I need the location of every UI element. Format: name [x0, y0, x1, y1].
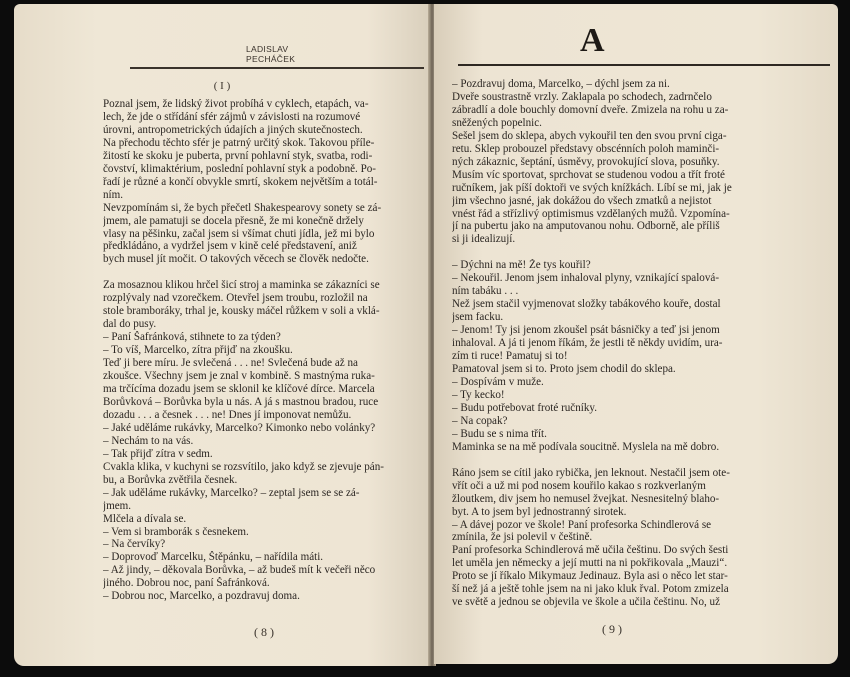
text-line: žloutkem, div jsem ho nemusel žvejkat. Nesnesitelný blaho- [452, 492, 720, 505]
text-line: – To víš, Marcelko, zítra přijď na zkoušku. [103, 344, 293, 357]
text-line: Cvakla klika, v kuchyni se rozsvítilo, jako když se zjevuje pán- [103, 460, 384, 473]
text-line: žitostí ke skoku je puberta, první pohlavní styk, svatba, rodi- [103, 149, 373, 162]
text-line: – Na červíky? [103, 538, 166, 551]
text-line: – Budu se s nima třít. [452, 427, 547, 440]
text-line: zím ti ruce! Pamatuj si to! [452, 350, 568, 363]
text-line: Paní profesorka Schindlerová mě učila češtinu. Do svých šesti [452, 544, 729, 557]
text-line: Poznal jsem, že lidský život probíhá v cyklech, etapách, va- [103, 98, 369, 110]
text-line: – Doprovoď Marcelku, Štěpánku, – nařídila máti. [103, 551, 324, 564]
text-line: jsem facku. [452, 311, 504, 324]
text-line: zkoušce. Všechny jsem je znal v kombině. S mastnýma ruka- [103, 370, 375, 383]
text-line: – Tak přijď zítra v sedm. [103, 447, 213, 460]
text-line: jí na pubertu jako na amputovanou nohu. Odborně, ale příliš [452, 220, 720, 233]
text-line: – Budu potřebovat froté ručníky. [452, 401, 598, 414]
text-line: inhaloval. A já ti jenom říkám, že jestli tě někdy uvidím, ura- [452, 337, 723, 350]
text-line: bu, a Borůvka zvětřila česnek. [103, 473, 238, 486]
text-line: – Nekouřil. Jenom jsem inhaloval plyny, vznikající spalová- [452, 272, 720, 285]
text-line: – Dýchni na mě! Že tys kouřil? [452, 259, 591, 272]
left-body-text [103, 98, 407, 603]
text-line: – Dospívám v muže. [452, 375, 544, 388]
text-line: jiného. Dobrou noc, paní Šafránková. [103, 577, 270, 590]
text-line: vnést řád a střízlivý optimismus vzdělaných mužů. Vzpomína- [452, 207, 730, 220]
text-line: Za mosaznou klikou hrčel šicí stroj a maminka se zákazníci se [103, 279, 380, 292]
text-line: – Paní Šafránková, stihnete to za týden? [103, 331, 281, 344]
text-line: bych musel jít močit. O takových věcech se člověk nedočte. [103, 253, 369, 266]
text-line: stole bramboráky, trhal je, kousky máčel růžkem v soli a vklá- [103, 305, 380, 318]
text-line: Dveře soustrastně vrzly. Zaklapala po schodech, zadrnčelo [452, 90, 712, 103]
text-line: jmem. [103, 499, 132, 512]
text-line: ší než já a ještě tohle jsem na ni jako kluk řval. Potom zmizela [452, 583, 729, 596]
text-line: retu. Sklep probouzel představy obscénních poloh maminči- [452, 142, 720, 155]
text-line [452, 246, 758, 259]
text-line: Borůvková – Borůvka byla u nás. A já s mastnou bradou, ruce [103, 395, 379, 408]
text-line: – Jaké uděláme rukávky, Marcelko? Kimonko nebo volánky? [103, 421, 376, 434]
text-line: Maminka se na mě podívala soucitně. Myslela na mě dobro. [452, 440, 720, 453]
text-line: – Až jindy, – děkovala Borůvka, – až budeš mít k večeři něco [103, 564, 376, 577]
text-line: – Na copak? [452, 414, 508, 427]
text-line: řadí je různé a končí obvykle smrtí, skokem největším a totál- [103, 175, 378, 188]
text-line: dozadu . . . a česnek . . . ne! Dnes jí imponovat nemůžu. [103, 408, 352, 421]
text-line: zmínila, že jsi polevil v češtině. [452, 531, 593, 544]
text-line: – A dávej pozor ve škole! Paní profesorka Schindlerová se [452, 518, 712, 531]
text-line: ných zákaznic, šeptání, úsměvy, provokující slova, posuňky. [452, 155, 720, 168]
text-line: zábradlí a dole bouchly domovní dveře. Zmizela na rohu u za- [452, 103, 729, 116]
right-body-text [452, 78, 758, 609]
text-line: – Pozdravuj doma, Marcelko, – dýchl jsem za ni. [452, 78, 670, 90]
text-line: byt. A to jsem byl jednostranný sirotek. [452, 505, 627, 518]
text-line: ním. [103, 188, 124, 201]
header-rule [458, 64, 830, 66]
text-line: ručníkem, jak píší doktoři ve svých knížkách. Líbí se mi, jak je [452, 181, 732, 194]
text-line: Mlčela a dívala se. [103, 512, 187, 525]
text-line: lech, že jde o střídání sfér zájmů v závislosti na rozumové [103, 110, 361, 123]
text-line: rozplývaly nad vzorečkem. Otevřel jsem troubu, rozložil na [103, 292, 368, 305]
text-line: Ráno jsem se cítil jako rybička, jen leknout. Nestačil jsem ote- [452, 466, 730, 479]
text-line: vřít oči a už mi pod nosem kouřilo kakao s rozkverlaným [452, 479, 706, 492]
text-line: ním tabáku . . . [452, 285, 519, 298]
text-line: jmem, ale pamatuji se docela přesně, že mi konečně držely [103, 214, 364, 227]
section-initial: A [580, 22, 605, 59]
running-header-author [246, 44, 295, 64]
text-line: Než jsem stačil vyjmenovat složky tabákového kouře, dostal [452, 298, 721, 311]
text-line: předkládáno, a vydržel jsem v kině celé představení, aniž [103, 240, 357, 253]
text-line: ma trčícíma dozadu jsem se sklonil ke klíčové dírce. Marcela [103, 383, 375, 396]
text-line: vlasy na pěšinku, začal jsem si všímat chuti jídla, jež mi bylo [103, 227, 375, 240]
text-line: Nevzpomínám si, že bych přečetl Shakespearovy sonety se zá- [103, 201, 382, 214]
text-line: – Ty kecko! [452, 388, 505, 401]
text-line: úrovni, antropometrických údajích a jiných skutečnostech. [103, 123, 363, 136]
text-line: dal do pusy. [103, 318, 157, 331]
text-line [103, 266, 407, 279]
text-line: ve světě a jednou se objevila ve škole a učila češtinu. No, už [452, 596, 721, 609]
text-line: sněžených popelnic. [452, 116, 542, 129]
text-line: Sešel jsem do sklepa, abych vykouřil ten den svou první ciga- [452, 129, 727, 142]
header-rule [130, 67, 424, 69]
text-line: Musím víc sportovat, sprchovat se studenou vodou a třít froté [452, 168, 725, 181]
text-line: – Nechám to na vás. [103, 434, 194, 447]
text-line: – Dobrou noc, Marcelko, a pozdravuj doma. [103, 590, 300, 603]
page-number: ( 9 ) [602, 622, 622, 636]
text-line: jim všechno jasné, jak dokážou do všech zmatků a nejistot [452, 194, 712, 207]
text-line: – Jak uděláme rukávky, Marcelko? – zeptal jsem se se zá- [103, 486, 360, 499]
text-line: si ji idealizují. [452, 233, 516, 246]
chapter-heading: ( I ) [213, 80, 231, 92]
page-number: ( 8 ) [254, 625, 274, 639]
text-line: let uměla jen německy a její mutti na ni pokřikovala „Mauzi“. [452, 557, 728, 570]
text-line [452, 454, 758, 467]
text-line: Pamatoval jsem si to. Proto jsem chodil do sklepa. [452, 363, 676, 376]
author-last-name: PECHÁČEK [246, 54, 296, 64]
text-line: Teď ji bere míru. Je svlečená . . . ne! Svlečená bude až na [103, 357, 358, 370]
text-line: Proto se jí říkalo Mikymauz Jedinauz. Byla asi o něco let star- [452, 570, 728, 583]
text-line: Na přechodu těchto sfér je patrný určitý skok. Takovou příle- [103, 136, 375, 149]
text-line: – Jenom! Ty jsi jenom zkoušel psát básničky a teď jsi jenom [452, 324, 720, 337]
text-line: – Vem si bramborák s česnekem. [103, 525, 249, 538]
text-line: čovství, klimaktérium, poslední pohlavní styk a podobně. Po- [103, 162, 376, 175]
author-first-name: LADISLAV [246, 44, 289, 54]
